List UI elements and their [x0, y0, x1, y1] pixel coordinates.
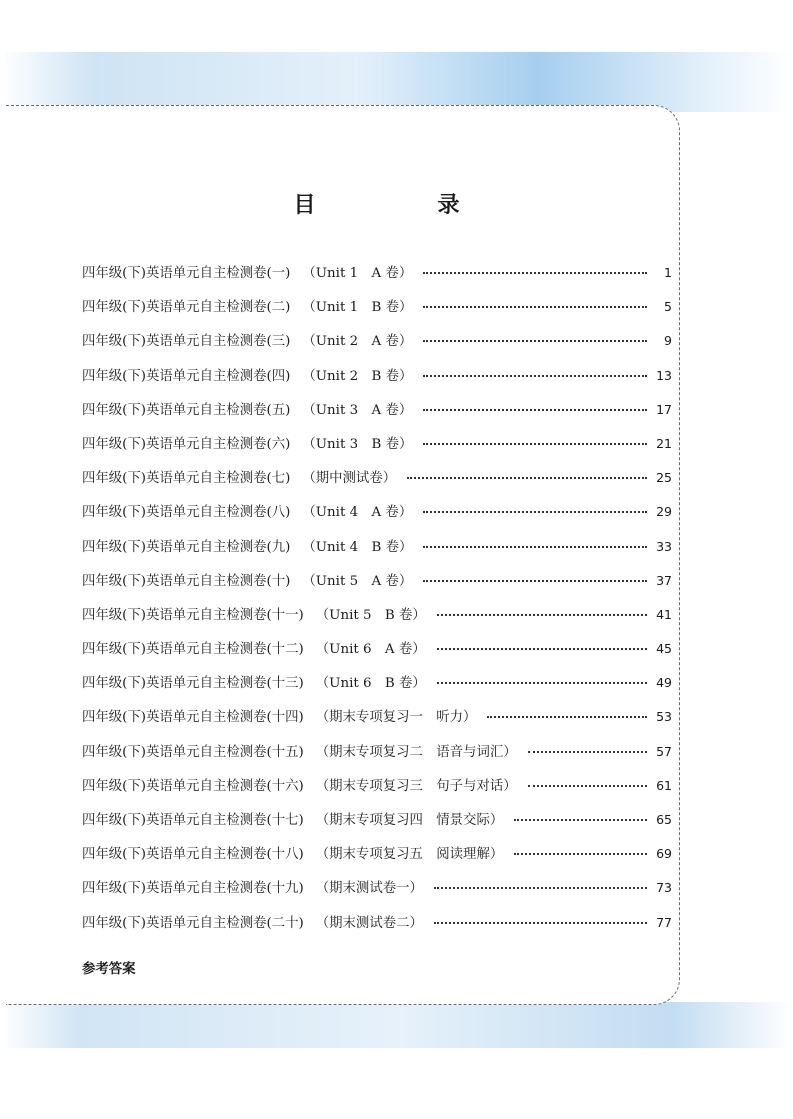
table-of-contents [82, 262, 672, 946]
toc-page-number: 57 [656, 743, 672, 759]
toc-entry[interactable] [82, 877, 672, 911]
toc-entry-title: 四年级(下)英语单元自主检测卷(九) [82, 539, 291, 555]
toc-dot-leader [437, 648, 647, 650]
toc-entry[interactable] [82, 262, 672, 296]
toc-entry[interactable] [82, 672, 672, 706]
toc-page-number: 37 [656, 572, 672, 588]
toc-entry-title: 四年级(下)英语单元自主检测卷(四) [82, 368, 291, 384]
toc-entry-title: 四年级(下)英语单元自主检测卷(十) [82, 573, 291, 589]
toc-entry-subtitle: （期末专项复习三 句子与对话） [315, 778, 517, 794]
toc-entry-subtitle: （Unit 1 B 卷） [302, 300, 413, 316]
toc-entry[interactable] [82, 604, 672, 638]
toc-entry[interactable] [82, 467, 672, 501]
toc-page-number: 33 [656, 538, 672, 554]
toc-page-number: 53 [656, 709, 672, 725]
toc-entry-title: 四年级(下)英语单元自主检测卷(十一) [82, 607, 304, 623]
toc-dot-leader [514, 819, 647, 821]
toc-page-number: 17 [656, 401, 672, 417]
toc-entry[interactable] [82, 296, 672, 330]
toc-dot-leader [423, 546, 647, 548]
toc-dot-leader [423, 340, 647, 342]
toc-page-number: 77 [656, 914, 672, 930]
toc-entry[interactable] [82, 501, 672, 535]
toc-dot-leader [528, 751, 647, 753]
toc-entry-subtitle: （Unit 1 A 卷） [302, 266, 413, 281]
toc-entry-subtitle: （Unit 3 B 卷） [302, 436, 413, 452]
toc-entry-subtitle: （Unit 4 A 卷） [302, 505, 413, 521]
toc-entry-title: 四年级(下)英语单元自主检测卷(五) [82, 402, 291, 418]
toc-entry-title: 四年级(下)英语单元自主检测卷(十八) [82, 847, 304, 863]
toc-entry-title: 四年级(下)英语单元自主检测卷(十九) [82, 881, 304, 897]
toc-entry[interactable] [82, 536, 672, 570]
toc-entry-title: 四年级(下)英语单元自主检测卷(二) [82, 300, 291, 316]
toc-page-number: 25 [656, 470, 672, 486]
toc-page-number: 41 [656, 606, 672, 622]
toc-entry[interactable] [82, 330, 672, 364]
toc-entry-subtitle: （期末测试卷一） [315, 881, 423, 897]
toc-page-number: 1 [664, 265, 672, 280]
toc-page-number: 65 [656, 812, 672, 827]
toc-entry-subtitle: （Unit 3 A 卷） [302, 402, 413, 418]
toc-entry-title: 四年级(下)英语单元自主检测卷(六) [82, 436, 291, 452]
toc-dot-leader [514, 853, 647, 855]
toc-page-number: 9 [664, 333, 672, 349]
toc-page-number: 29 [656, 504, 672, 520]
toc-entry[interactable] [82, 433, 672, 467]
toc-page-number: 61 [656, 777, 672, 793]
toc-entry-title: 四年级(下)英语单元自主检测卷(十六) [82, 778, 304, 794]
toc-dot-leader [423, 511, 647, 513]
toc-entry-subtitle: （期末测试卷二） [315, 915, 423, 931]
toc-entry-subtitle: （Unit 2 A 卷） [302, 334, 413, 350]
bottom-decorative-band [0, 1002, 793, 1048]
toc-entry[interactable] [82, 638, 672, 672]
toc-entry-subtitle: （期末专项复习五 阅读理解） [315, 847, 504, 863]
toc-entry-title: 四年级(下)英语单元自主检测卷(十四) [82, 710, 304, 726]
toc-entry-subtitle: （Unit 5 A 卷） [302, 573, 413, 589]
toc-page-number: 13 [656, 367, 672, 383]
toc-page-number: 49 [656, 675, 672, 691]
toc-dot-leader [528, 785, 647, 787]
toc-dot-leader [423, 375, 647, 377]
toc-entry[interactable] [82, 706, 672, 740]
toc-entry-title: 四年级(下)英语单元自主检测卷(二十) [82, 915, 304, 931]
toc-entry-subtitle: （Unit 5 B 卷） [315, 607, 426, 623]
toc-page-number: 21 [656, 435, 672, 451]
toc-entry[interactable] [82, 843, 672, 877]
toc-entry-title: 四年级(下)英语单元自主检测卷(三) [82, 334, 291, 350]
toc-dot-leader [423, 306, 647, 308]
toc-entry-subtitle: （期中测试卷） [302, 471, 397, 487]
toc-entry-title: 四年级(下)英语单元自主检测卷(十二) [82, 642, 304, 658]
toc-dot-leader [407, 477, 647, 479]
toc-entry[interactable] [82, 912, 672, 946]
toc-dot-leader [423, 443, 647, 445]
toc-entry-subtitle: （Unit 6 B 卷） [315, 676, 426, 692]
toc-page-number: 45 [656, 641, 672, 657]
top-decorative-band [0, 52, 793, 112]
toc-entry-title: 四年级(下)英语单元自主检测卷(十五) [82, 744, 304, 760]
toc-entry[interactable] [82, 775, 672, 809]
toc-entry-subtitle: （Unit 6 A 卷） [315, 642, 426, 658]
toc-entry-subtitle: （期末专项复习一 听力） [315, 710, 477, 726]
page-title: 目 录 [293, 193, 510, 218]
toc-dot-leader [487, 716, 647, 718]
toc-dot-leader [423, 580, 647, 582]
toc-page-number: 5 [664, 299, 672, 315]
toc-entry[interactable] [82, 570, 672, 604]
toc-entry[interactable] [82, 365, 672, 399]
answers-section-label: 参考答案 [82, 961, 136, 977]
toc-entry-subtitle: （期末专项复习四 情景交际） [315, 813, 504, 828]
toc-entry-title: 四年级(下)英语单元自主检测卷(十七) [82, 813, 304, 828]
toc-dot-leader [423, 272, 647, 274]
toc-entry[interactable] [82, 399, 672, 433]
toc-page-number: 73 [656, 880, 672, 896]
toc-entry-title: 四年级(下)英语单元自主检测卷(一) [82, 266, 291, 281]
toc-entry-title: 四年级(下)英语单元自主检测卷(十三) [82, 676, 304, 692]
toc-entry[interactable] [82, 741, 672, 775]
toc-entry[interactable] [82, 809, 672, 843]
toc-dot-leader [434, 887, 647, 889]
toc-entry-subtitle: （期末专项复习二 语音与词汇） [315, 744, 517, 760]
toc-dot-leader [423, 409, 647, 411]
toc-entry-title: 四年级(下)英语单元自主检测卷(七) [82, 471, 291, 487]
toc-entry-title: 四年级(下)英语单元自主检测卷(八) [82, 505, 291, 521]
toc-entry-subtitle: （Unit 2 B 卷） [302, 368, 413, 384]
toc-dot-leader [434, 922, 647, 924]
toc-page-number: 69 [656, 846, 672, 862]
toc-dot-leader [437, 614, 647, 616]
toc-dot-leader [437, 682, 647, 684]
toc-entry-subtitle: （Unit 4 B 卷） [302, 539, 413, 555]
